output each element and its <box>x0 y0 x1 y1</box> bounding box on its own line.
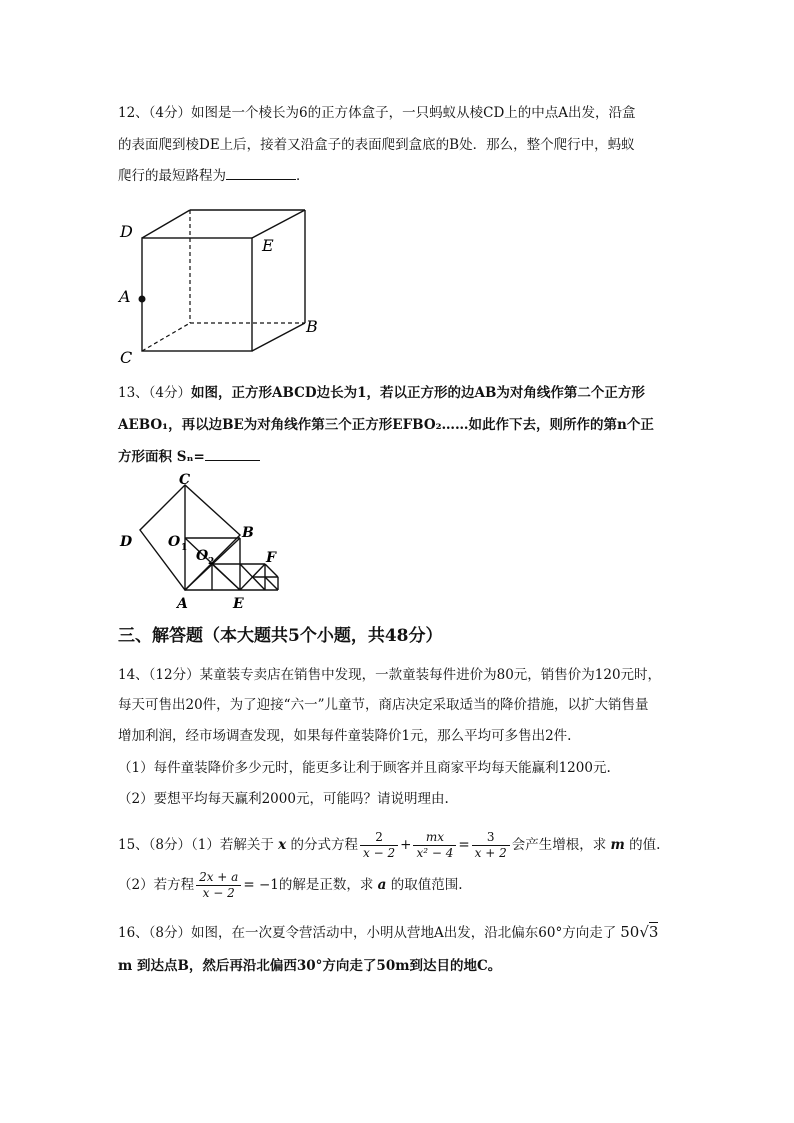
sq-label-o2: O <box>196 548 209 564</box>
q12-number: 12、（4分） <box>118 105 192 121</box>
q15-part2-end: 的取值范围. <box>390 877 463 893</box>
q15-var-a: a <box>377 877 387 893</box>
q12-line-2 <box>118 135 635 155</box>
q15-part1-end: 的值. <box>629 837 661 853</box>
q14-text-2: 每天可售出20件，为了迎接“六一”儿童节，商店决定采取适当的降价措施，以扩大销售量 <box>118 697 649 713</box>
sqrt-symbol: √ <box>639 923 649 941</box>
q12-text-1: 如图是一个棱长为6的正方体盒子，一只蚂蚁从棱CD上的中点A出发，沿盒 <box>191 105 636 121</box>
fraction-4: $\frac{2x + a}{x - 2}$ <box>196 870 241 901</box>
sq-label-c: C <box>179 472 191 488</box>
q15-var-x: x <box>278 837 287 853</box>
sq-label-d: D <box>120 534 133 550</box>
q16-text-1: 如图，在一次夏令营活动中，小明从营地A出发，沿北偏东60°方向走了 <box>191 925 617 941</box>
diagonal-6 <box>212 564 240 590</box>
cube-label-e: E <box>262 236 274 255</box>
q12-answer-blank[interactable] <box>226 165 296 180</box>
q16-sqrt-arg: 3 <box>648 923 659 941</box>
q12-line-3 <box>118 165 310 186</box>
q15-part1-post: 会产生增根，求 <box>511 837 607 853</box>
sq-label-o2-sub: 2 <box>208 557 215 567</box>
q15-line-2 <box>118 868 463 902</box>
cube-hidden-edge-diagonal <box>142 323 190 351</box>
sq-label-e: E <box>233 596 244 612</box>
q16-line-2 <box>118 956 501 976</box>
fraction-1: $\frac{2}{x - 2}$ <box>360 830 398 861</box>
cube-label-c: C <box>120 348 133 367</box>
q13-answer-blank[interactable] <box>205 446 260 461</box>
cube-edge-top-right <box>252 210 305 238</box>
q13-text-2: AEBO₁，再以边BE为对角线作第三个正方形EFBO₂……如此作下去，则所作的第n个正 <box>118 417 654 433</box>
q14-line-2 <box>118 695 648 715</box>
cube-edge-top-left <box>142 210 190 238</box>
q15-line-1 <box>118 828 660 862</box>
q13-line-2 <box>118 415 654 435</box>
q12-text-3: 爬行的最短路程为 <box>118 168 226 184</box>
cube-figure <box>110 205 330 370</box>
q14-line-3 <box>118 726 571 746</box>
sq-label-o1-sub: 1 <box>181 543 188 553</box>
q15-equals: = <box>458 837 470 853</box>
sq-label-a: A <box>177 596 188 612</box>
diagonal-5 <box>265 577 278 590</box>
cube-edge-bottom-right <box>252 323 305 351</box>
q14-sub-1-text: （1）每件童装降价多少元时，能更多让利于顾客并且商家平均每天能赢利1200元. <box>118 760 611 776</box>
q13-text-1: 如图，正方形ABCD边长为1，若以正方形的边AB为对角线作第二个正方形 <box>191 385 645 401</box>
point-a-dot <box>139 296 146 303</box>
q15-part1-pre: （1）若解关于 <box>191 837 274 853</box>
q16-text-2: m 到达点B，然后再沿北偏西30°方向走了50m到达目的地C。 <box>118 958 502 974</box>
q14-line-1 <box>118 665 661 685</box>
sq-label-b: B <box>242 525 254 541</box>
q15-plus: + <box>400 837 412 853</box>
q15-part2-eq: = −1 <box>243 877 279 893</box>
q13-line-1 <box>118 383 645 403</box>
q13-line-3 <box>118 446 260 467</box>
q14-sub-2 <box>118 789 449 809</box>
cube-label-b: B <box>306 317 318 336</box>
sq-label-f: F <box>266 550 276 566</box>
q13-number: 13、（4分） <box>118 385 192 401</box>
q14-number: 14、（12分） <box>118 667 200 683</box>
q14-sub-2-text: （2）要想平均每天赢利2000元，可能吗？请说明理由. <box>118 791 449 807</box>
cube-label-d: D <box>120 222 133 241</box>
q16-line-1 <box>118 922 658 943</box>
section-3-heading: 三、解答题（本大题共5个小题，共48分） <box>118 626 443 646</box>
q13-text-3: 方形面积 Sₙ= <box>118 449 205 465</box>
q15-part2-mid: 的解是正数，求 <box>278 877 374 893</box>
q12-line-1 <box>118 103 636 123</box>
fraction-3: $\frac{3}{x + 2}$ <box>472 830 510 861</box>
q14-text-3: 增加利润，经市场调查发现，如果每件童装降价1元，那么平均可多售出2件. <box>118 728 572 744</box>
q15-var-m: m <box>610 837 625 853</box>
fraction-2: $\frac{mx}{\text{x² − 4}}$ <box>413 830 456 861</box>
q15-part2-pre: （2）若方程 <box>118 877 195 893</box>
q15-number: 15、（8分） <box>118 837 192 853</box>
q14-text-1: 某童装专卖店在销售中发现，一款童装每件进价为80元，销售价为120元时， <box>199 667 662 683</box>
q16-value: 50 <box>620 923 640 941</box>
q15-part1-mid: 的分式方程 <box>290 837 359 853</box>
sq-label-o1: O <box>168 534 181 550</box>
q12-period: ． <box>296 168 310 184</box>
cube-label-a: A <box>119 287 131 306</box>
q12-text-2: 的表面爬到棱DE上后，接着又沿盒子的表面爬到盒底的B处．那么，整个爬行中，蚂蚁 <box>118 137 635 153</box>
q14-sub-1 <box>118 758 611 778</box>
q16-number: 16、（8分） <box>118 925 192 941</box>
squares-figure <box>115 470 290 615</box>
cube-front-face <box>142 238 252 351</box>
